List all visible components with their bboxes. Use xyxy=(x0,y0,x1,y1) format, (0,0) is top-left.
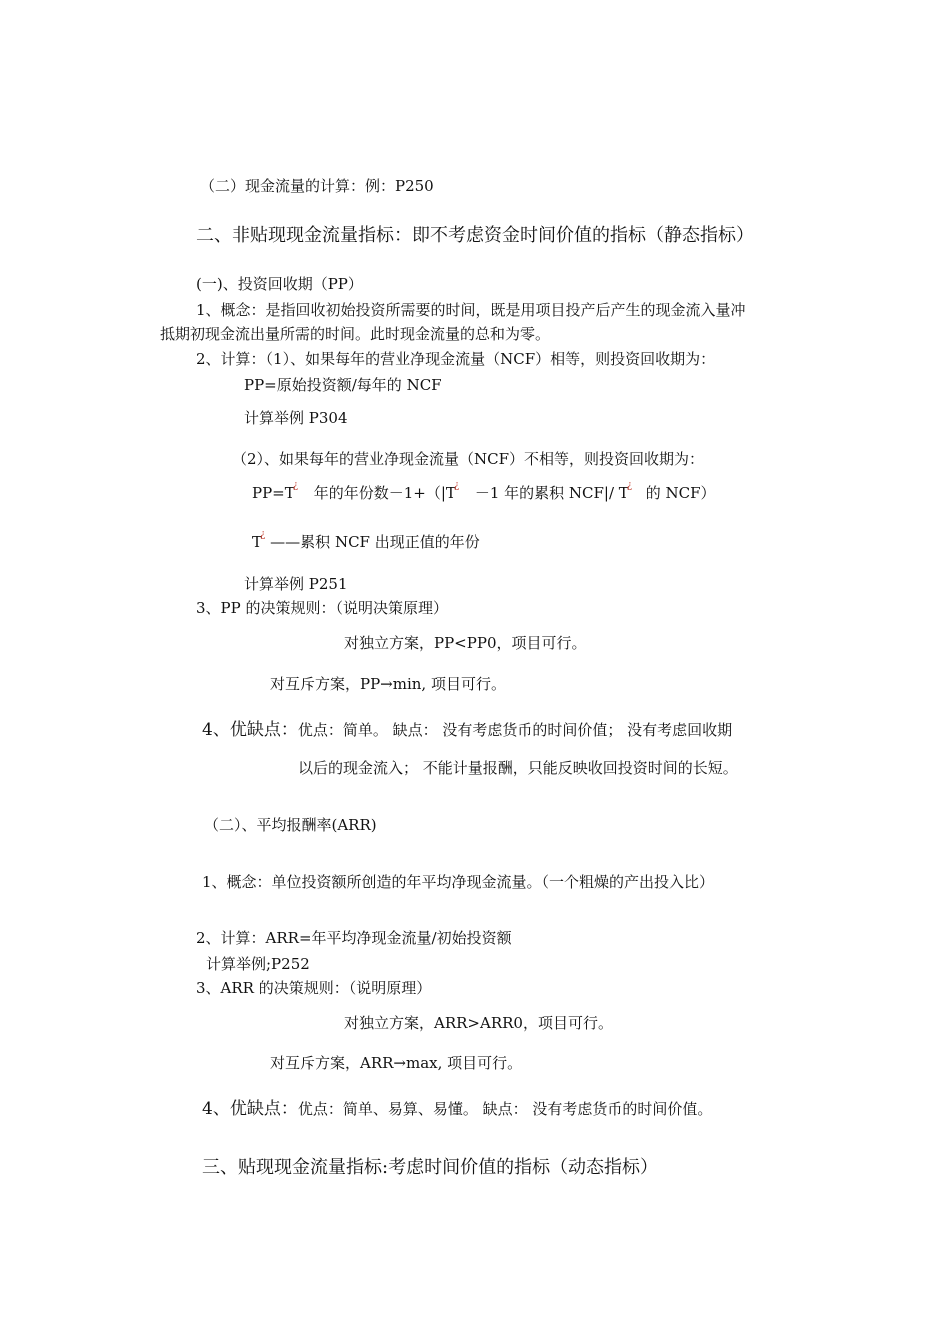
pp-example-p304: 计算举例 P304 xyxy=(244,409,348,427)
subheading-payback-period: (一)、投资回收期（PP） xyxy=(196,275,363,293)
formula-part-year-count: 年的年份数－1+（|T xyxy=(313,484,456,502)
pp-pros-cons xyxy=(202,720,732,740)
section-cash-flow-calc: （二）现金流量的计算：例：P250 xyxy=(200,177,434,195)
heading-non-discounted-indicators: 二、非贴现现金流量指标：即不考虑资金时间价值的指标（静态指标） xyxy=(196,225,754,246)
arr-decision-rule: 3、ARR 的决策规则：（说明原理） xyxy=(196,979,432,997)
formula-part-pp-t: PP=T xyxy=(252,484,295,502)
formula-part-cumulative-ncf: －1 年的累积 NCF|/ T xyxy=(474,484,629,502)
heading-discounted-indicators: 三、贴现现金流量指标:考虑时间价值的指标（动态指标） xyxy=(202,1157,659,1178)
t-symbol: T xyxy=(252,533,263,551)
arr-example-p252: 计算举例;P252 xyxy=(206,955,310,973)
pp-cons-continued: 以后的现金流入； 不能计量报酬，只能反映收回投资时间的长短。 xyxy=(298,759,738,777)
arr-independent-rule: 对独立方案，ARR>ARR0，项目可行。 xyxy=(344,1014,613,1032)
arr-pros-cons xyxy=(202,1099,712,1119)
superscript-mark: ¿ xyxy=(260,529,266,540)
arr-concept: 1、概念：单位投资额所创造的年平均净现金流量。（一个粗燥的产出投入比） xyxy=(202,873,715,891)
pp-independent-rule: 对独立方案，PP<PP0，项目可行。 xyxy=(344,634,587,652)
arr-calc: 2、计算：ARR=年平均净现金流量/初始投资额 xyxy=(196,929,512,947)
pp-mutually-exclusive-rule: 对互斥方案，PP→min, 项目可行。 xyxy=(270,675,506,693)
t-definition xyxy=(252,529,480,552)
pros-cons-label: 4、优缺点： xyxy=(202,1099,298,1119)
t-description: ——累积 NCF 出现正值的年份 xyxy=(270,533,480,551)
formula-part-ncf: 的 NCF） xyxy=(645,484,716,502)
pp-example-p251: 计算举例 P251 xyxy=(244,575,348,593)
pp-decision-rule: 3、PP 的决策规则：（说明决策原理） xyxy=(196,599,448,617)
pp-formula-unequal xyxy=(252,480,716,503)
superscript-mark: ¿ xyxy=(292,480,299,491)
superscript-mark: ¿ xyxy=(626,480,633,491)
pros-cons-text: 优点：简单。 缺点： 没有考虑货币的时间价值； 没有考虑回收期 xyxy=(297,721,733,739)
arr-mutually-exclusive-rule: 对互斥方案，ARR→max, 项目可行。 xyxy=(270,1054,523,1072)
pp-concept-line1: 1、概念：是指回收初始投资所需要的时间，既是用项目投产后产生的现金流入量冲 xyxy=(196,301,746,319)
subheading-arr: （二）、平均报酬率(ARR) xyxy=(204,816,377,834)
superscript-mark: ¿ xyxy=(453,480,460,491)
pp-concept-line2: 抵期初现金流出量所需的时间。此时现金流量的总和为零。 xyxy=(160,325,551,343)
pp-formula-equal: PP=原始投资额/每年的 NCF xyxy=(244,376,442,394)
pros-cons-label: 4、优缺点： xyxy=(202,720,298,740)
pp-calc-equal-ncf: 2、计算：（1）、如果每年的营业净现金流量（NCF）相等，则投资回收期为： xyxy=(196,350,716,368)
pros-cons-text: 优点：简单、易算、易懂。 缺点： 没有考虑货币的时间价值。 xyxy=(297,1100,713,1118)
pp-calc-unequal-ncf: （2）、如果每年的营业净现金流量（NCF）不相等，则投资回收期为： xyxy=(232,450,705,468)
